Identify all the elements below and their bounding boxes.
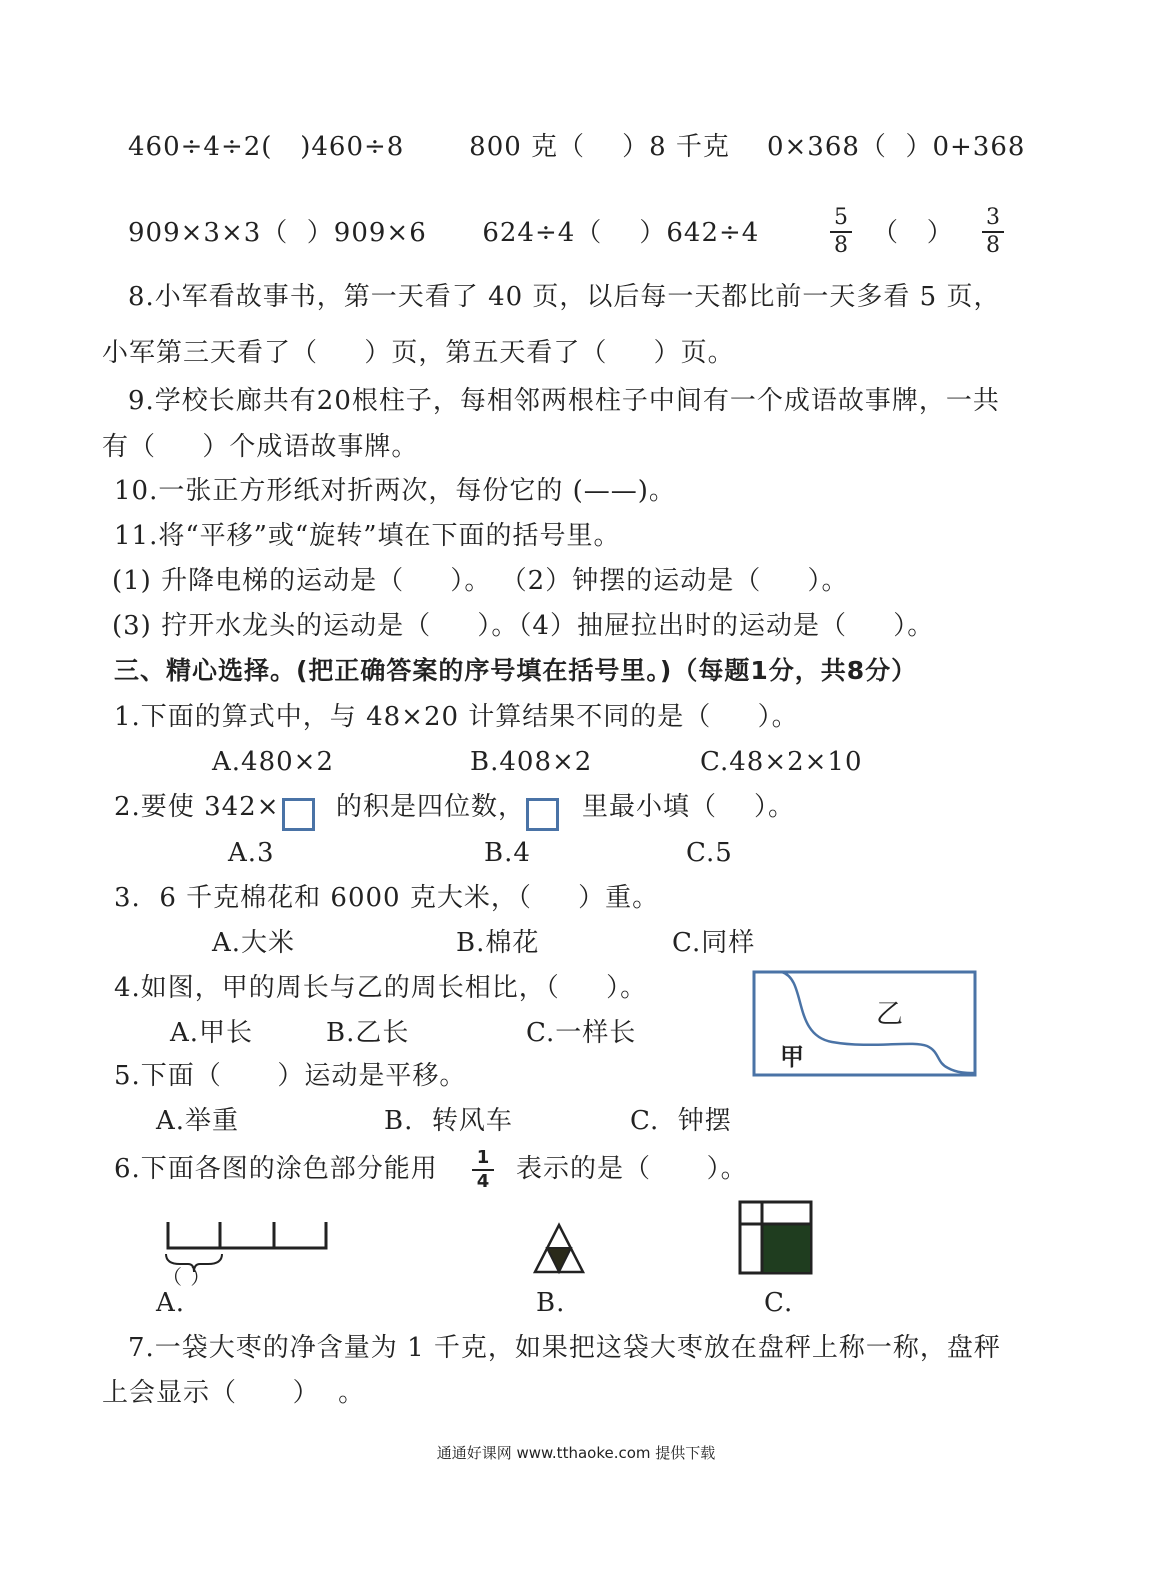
choice-3-option-b: B.棉花 <box>456 928 540 958</box>
choice-6-part-1: 6.下面各图的涂色部分能用 <box>114 1154 438 1184</box>
choice-2-option-c: C.5 <box>686 838 733 868</box>
choice-1-option-b: B.408×2 <box>470 747 593 777</box>
question-11-row-2: (3) 拧开水龙头的运动是（ ）。（4）抽屉拉出时的运动是（ ）。 <box>112 611 935 641</box>
choice-2-part-1: 2.要使 342× <box>114 792 280 822</box>
figure-b-label: B. <box>536 1288 566 1318</box>
choice-4: 4.如图，甲的周长与乙的周长相比，（ ）。 <box>114 973 648 1003</box>
question-11-row-1: (1) 升降电梯的运动是（ ）。 （2）钟摆的运动是（ ）。 <box>112 566 849 596</box>
choice-4-option-c: C.一样长 <box>526 1018 637 1048</box>
choice-2-part-3: 里最小填（ ）。 <box>582 792 796 822</box>
question-10: 10.一张正方形纸对折两次，每份它的 (——)。 <box>114 476 676 506</box>
choice-4-option-b: B.乙长 <box>326 1018 410 1048</box>
section-3-heading: 三、精心选择。(把正确答案的序号填在括号里。)（每题1分，共8分） <box>114 656 918 685</box>
label-yi: 乙 <box>876 999 904 1030</box>
label-jia: 甲 <box>780 1043 805 1071</box>
fraction-numerator: 3 <box>986 205 1000 230</box>
choice-5: 5.下面（ ）运动是平移。 <box>114 1061 467 1091</box>
choice-1: 1.下面的算式中，与 48×20 计算结果不同的是（ ）。 <box>114 702 799 732</box>
figure-a-label: A. <box>156 1288 186 1318</box>
choice-7-line-1: 7.一袋大枣的净含量为 1 千克，如果把这袋大枣放在盘秤上称一称，盘秤 <box>128 1333 1001 1363</box>
choice-5-option-c: C. 钟摆 <box>630 1106 732 1136</box>
fraction-denominator: 8 <box>986 233 1000 258</box>
question-8-line-1: 8.小军看故事书，第一天看了 40 页，以后每一天都比前一天多看 5 页， <box>128 282 1001 312</box>
choice-3-option-a: A.大米 <box>212 928 296 958</box>
choice-3: 3. 6 千克棉花和 6000 克大米，（ ）重。 <box>114 883 660 913</box>
fraction-3-8 <box>980 206 1006 258</box>
choice-3-option-c: C.同样 <box>672 928 756 958</box>
fraction-numerator: 5 <box>834 205 848 230</box>
figure-a-paren: （ ） <box>162 1265 212 1289</box>
compare-row-2: 909×3×3（ ）909×6 624÷4（ ）642÷4 <box>128 218 760 248</box>
choice-1-option-a: A.480×2 <box>212 747 334 777</box>
fraction-numerator: 1 <box>476 1147 490 1168</box>
fraction-denominator: 4 <box>476 1171 490 1192</box>
blank-box <box>526 798 559 831</box>
figure-c-square <box>738 1200 814 1276</box>
choice-2-option-a: A.3 <box>228 838 275 868</box>
choice-5-option-b: B. 转风车 <box>384 1106 513 1136</box>
question-11: 11.将“平移”或“旋转”填在下面的括号里。 <box>114 521 621 551</box>
blank-box <box>282 798 315 831</box>
question-9-line-2: 有（ ）个成语故事牌。 <box>102 432 419 462</box>
fraction-denominator: 8 <box>834 233 848 258</box>
choice-7-line-2: 上会显示（ ） 。 <box>102 1378 366 1408</box>
choice-2-option-b: B.4 <box>484 838 531 868</box>
fraction-5-8 <box>828 206 854 258</box>
figure-c-label: C. <box>764 1288 794 1318</box>
compare-row-1: 460÷4÷2( )460÷8 800 克（ ）8 千克 0×368（ ）0+368 <box>128 132 1026 162</box>
choice-4-option-a: A.甲长 <box>170 1018 254 1048</box>
choice-6-part-2: 表示的是（ ）。 <box>516 1154 748 1184</box>
compare-paren: （ ） <box>872 218 954 248</box>
footer-credit: 通通好课网 www.tthaoke.com 提供下载 <box>436 1444 716 1462</box>
question-8-line-2: 小军第三天看了（ ）页，第五天看了（ ）页。 <box>102 338 735 368</box>
figure-b-triangle <box>532 1222 586 1276</box>
choice-5-option-a: A.举重 <box>156 1106 240 1136</box>
choice-1-option-c: C.48×2×10 <box>700 747 863 777</box>
fraction-1-4 <box>470 1148 496 1192</box>
choice-2-part-2: 的积是四位数， <box>336 792 526 822</box>
question-9-line-1: 9.学校长廊共有20根柱子，每相邻两根柱子中间有一个成语故事牌，一共 <box>128 386 1000 416</box>
